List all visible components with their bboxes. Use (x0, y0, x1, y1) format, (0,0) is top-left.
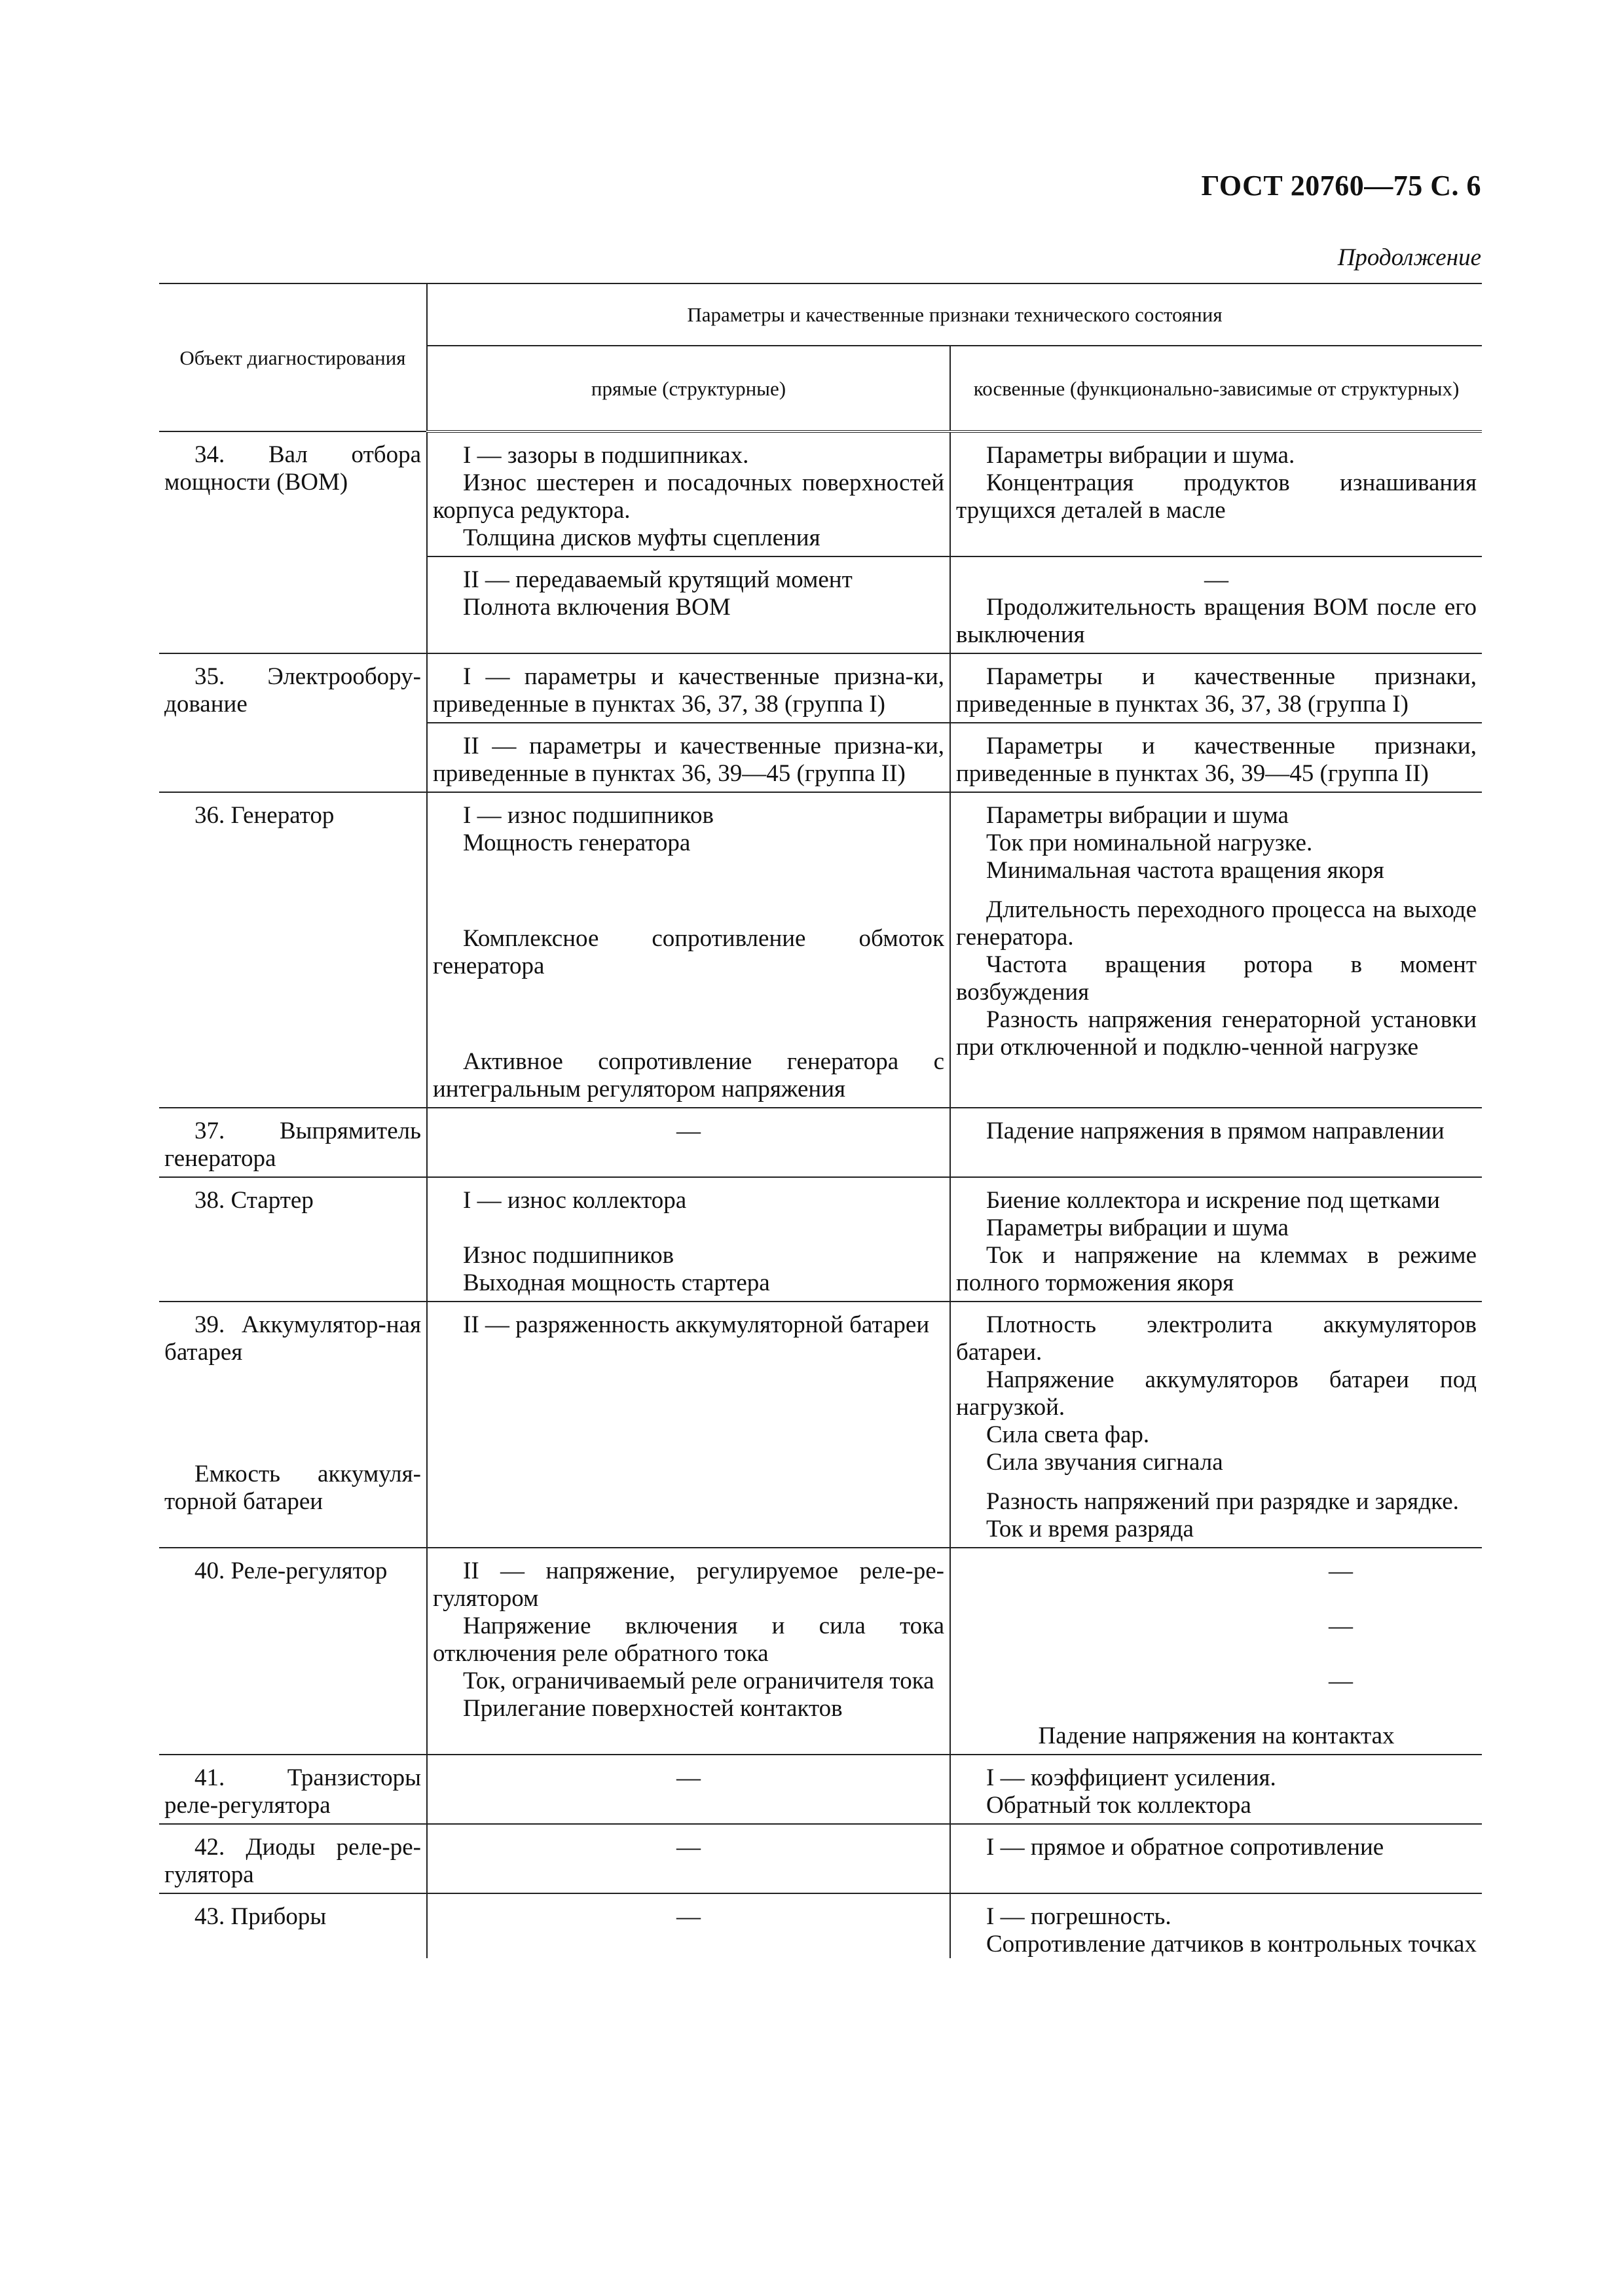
object-cell (159, 431, 427, 653)
direct-text: Износ подшипников (463, 1242, 674, 1269)
direct-text: II — параметры и качественные призна-ки, приведенные в пунктах 36, 39—45 (группа II) (433, 733, 944, 787)
direct-text: Толщина дисков муфты сцепления (463, 524, 820, 551)
table-row (159, 1824, 1482, 1893)
indirect-text: Напряжение аккумуляторов батареи под нагрузкой. (956, 1366, 1477, 1421)
indirect-text: Плотность электролита аккумуляторов батареи. (956, 1311, 1477, 1366)
indirect-text: I — коэффициент усиления. (986, 1764, 1276, 1791)
table-row (159, 1755, 1482, 1824)
indirect-text: Параметры и качественные признаки, приведенные в пунктах 36, 37, 38 (группа I) (956, 663, 1477, 718)
table-row (159, 431, 1482, 556)
direct-cell (427, 1755, 950, 1824)
direct-text: Мощность генератора (463, 829, 691, 856)
object-cell (159, 1755, 427, 1824)
object-label: 43. Приборы (194, 1903, 327, 1930)
indirect-text: I — прямое и обратное сопротивление (986, 1834, 1384, 1861)
column-header-indirect: косвенные (функционально-зависимые от структурных) (950, 346, 1482, 431)
object-cell (159, 653, 427, 792)
indirect-text: Сила света фар. (986, 1421, 1150, 1448)
table-row (159, 1108, 1482, 1177)
table-row (159, 1302, 1482, 1548)
indirect-text: Концентрация продуктов изнашивания трущихся деталей в масле (956, 469, 1477, 524)
indirect-cell (950, 556, 1482, 653)
column-header-direct: прямые (структурные) (427, 346, 950, 431)
object-label: 34. Вал отбора мощности (ВОМ) (164, 441, 421, 496)
direct-cell (427, 792, 950, 1108)
object-label: 41. Транзисторы реле-регулятора (164, 1764, 421, 1819)
indirect-text: Ток при номинальной нагрузке. (986, 829, 1313, 856)
direct-cell (427, 1893, 950, 1958)
indirect-text: — (1329, 1558, 1353, 1584)
object-cell (159, 1302, 427, 1548)
indirect-cell (950, 1177, 1482, 1302)
object-label: 42. Диоды реле-ре-гулятора (164, 1834, 421, 1888)
indirect-cell (950, 1548, 1482, 1755)
direct-text: II — разряженность аккумуляторной батареи (463, 1311, 930, 1338)
object-label: 35. Электрообору-дование (164, 663, 421, 718)
table-row (159, 1893, 1482, 1958)
direct-cell (427, 653, 950, 723)
page-header: ГОСТ 20760—75 С. 6 (1201, 170, 1481, 202)
indirect-cell (950, 653, 1482, 723)
indirect-text: Частота вращения ротора в момент возбуждения (956, 951, 1477, 1006)
indirect-text: Обратный ток коллектора (986, 1792, 1251, 1819)
direct-text: Полнота включения ВОМ (463, 594, 731, 621)
direct-text: Активное сопротивление генератора с интегральным регулятором напряжения (433, 1048, 944, 1102)
indirect-cell (950, 792, 1482, 1108)
indirect-text: Биение коллектора и искрение под щетками (986, 1187, 1440, 1214)
direct-text: I — износ коллектора (463, 1187, 687, 1214)
direct-cell (427, 1548, 950, 1755)
object-sublabel: Емкость аккумуля-торной батареи (164, 1461, 421, 1515)
table-row (159, 653, 1482, 723)
indirect-text: — (1204, 566, 1228, 593)
object-label: 36. Генератор (194, 802, 335, 829)
table-row (159, 1177, 1482, 1302)
direct-cell (427, 723, 950, 792)
column-header-params: Параметры и качественные признаки технического состояния (427, 283, 1482, 346)
direct-cell (427, 1108, 950, 1177)
direct-text: II — передаваемый крутящий момент (463, 566, 853, 593)
indirect-cell (950, 431, 1482, 556)
object-cell (159, 1108, 427, 1177)
direct-cell (427, 431, 950, 556)
indirect-text: Параметры вибрации и шума. (986, 442, 1295, 469)
continuation-label: Продолжение (1337, 244, 1481, 271)
direct-text: — (676, 1764, 701, 1791)
object-cell (159, 1824, 427, 1893)
direct-text: Прилегание поверхностей контактов (463, 1695, 843, 1722)
indirect-text: Сила звучания сигнала (986, 1449, 1223, 1476)
direct-text: — (676, 1903, 701, 1930)
indirect-text: Параметры вибрации и шума (986, 1214, 1289, 1241)
indirect-text: Параметры вибрации и шума (986, 802, 1289, 829)
object-label: 38. Стартер (194, 1187, 314, 1214)
indirect-text: Параметры и качественные признаки, приведенные в пунктах 36, 39—45 (группа II) (956, 733, 1477, 787)
indirect-cell (950, 1755, 1482, 1824)
indirect-cell (950, 1824, 1482, 1893)
indirect-text: Разность напряжения генераторной установки при отключенной и подклю-ченной нагрузке (956, 1006, 1477, 1061)
direct-cell (427, 1824, 950, 1893)
direct-text: — (676, 1118, 701, 1144)
direct-text: I — зазоры в подшипниках. (463, 442, 749, 469)
indirect-text: I — погрешность. (986, 1903, 1171, 1930)
direct-text: I — износ подшипников (463, 802, 714, 829)
object-label: 39. Аккумулятор-ная батарея (164, 1311, 421, 1366)
indirect-cell (950, 723, 1482, 792)
table-row (159, 1548, 1482, 1755)
direct-text: I — параметры и качественные призна-ки, приведенные в пунктах 36, 37, 38 (группа I) (433, 663, 944, 718)
indirect-text: Ток и напряжение на клеммах в режиме полного торможения якоря (956, 1242, 1477, 1296)
table-row (159, 792, 1482, 1108)
indirect-cell (950, 1108, 1482, 1177)
indirect-text: Минимальная частота вращения якоря (986, 857, 1384, 884)
indirect-text: Продолжительность вращения ВОМ после его выключения (956, 594, 1477, 648)
object-cell (159, 792, 427, 1108)
diagnostics-table (159, 283, 1482, 1958)
indirect-text: Ток и время разряда (986, 1516, 1194, 1542)
direct-text: — (676, 1834, 701, 1861)
direct-cell (427, 1302, 950, 1548)
indirect-cell (950, 1893, 1482, 1958)
direct-text: Напряжение включения и сила тока отключения реле обратного тока (433, 1613, 944, 1667)
direct-text: Ток, ограничиваемый реле ограничителя тока (463, 1667, 934, 1694)
object-label: 40. Реле-регулятор (194, 1558, 388, 1584)
direct-cell (427, 556, 950, 653)
direct-text: Выходная мощность стартера (463, 1269, 770, 1296)
direct-text: II — напряжение, регулируемое реле-ре-гулятором (433, 1558, 944, 1612)
indirect-text: — (1329, 1667, 1353, 1694)
indirect-text: Длительность переходного процесса на выходе генератора. (956, 896, 1477, 951)
indirect-text: Падение напряжения в прямом направлении (986, 1118, 1445, 1144)
indirect-text: Сопротивление датчиков в контрольных точках (986, 1931, 1477, 1958)
direct-cell (427, 1177, 950, 1302)
object-cell (159, 1893, 427, 1958)
indirect-text: Падение напряжения на контактах (1038, 1722, 1395, 1749)
direct-text: Комплексное сопротивление обмоток генератора (433, 925, 944, 979)
indirect-text: Разность напряжений при разрядке и зарядке. (986, 1488, 1459, 1515)
direct-text: Износ шестерен и посадочных поверхностей корпуса редуктора. (433, 469, 944, 524)
indirect-text: — (1329, 1613, 1353, 1639)
column-header-object: Объект диагностирования (159, 283, 427, 431)
object-label: 37. Выпрямитель генератора (164, 1118, 421, 1172)
indirect-cell (950, 1302, 1482, 1548)
object-cell (159, 1177, 427, 1302)
object-cell (159, 1548, 427, 1755)
